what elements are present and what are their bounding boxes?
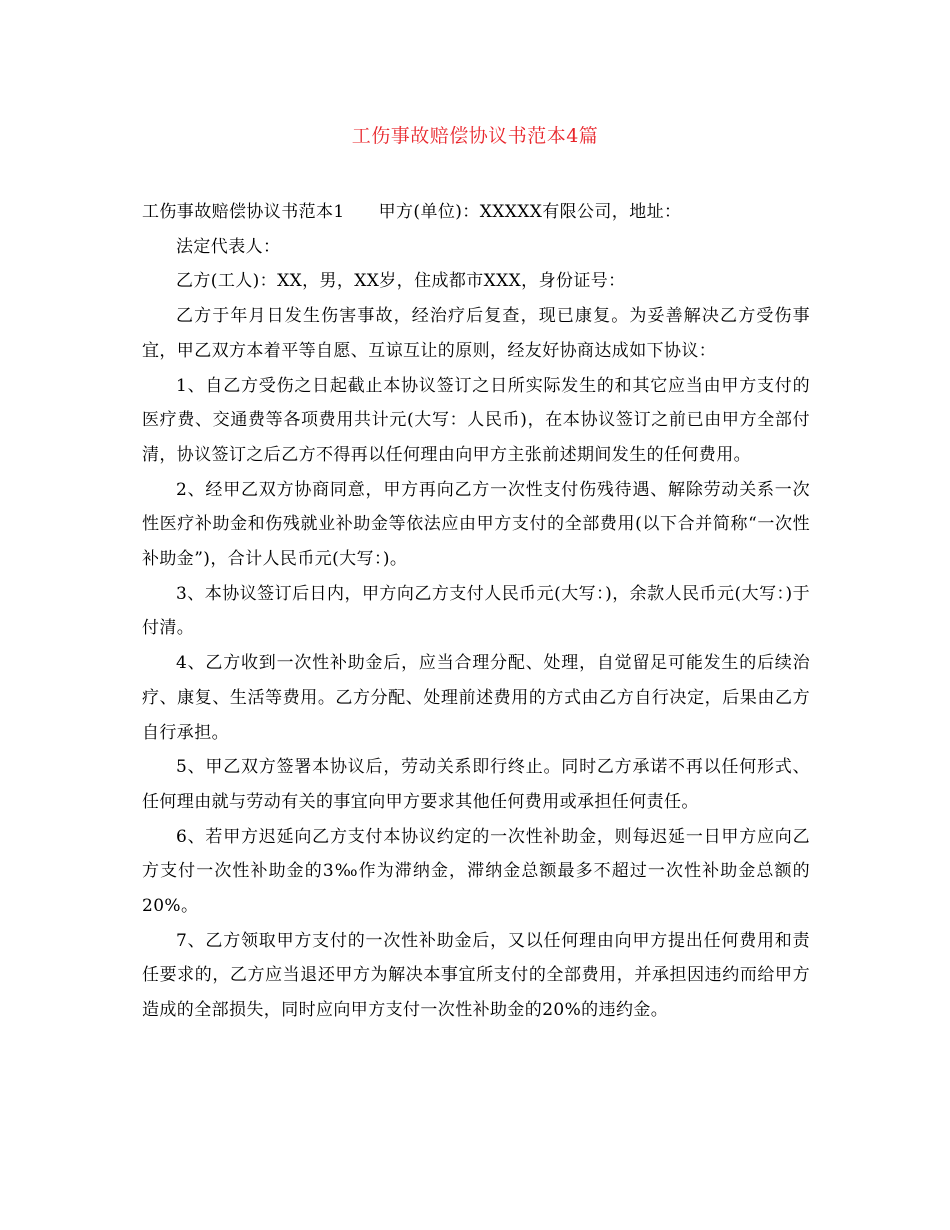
paragraph-clause-6: 6、若甲方迟延向乙方支付本协议约定的一次性补助金，则每迟延一日甲方应向乙方支付一次性补助金的3‰作为滞纳金，滞纳金总额最多不超过一次性补助金总额的20%。 — [142, 826, 810, 917]
paragraph-clause-7: 7、乙方领取甲方支付的一次性补助金后，又以任何理由向甲方提出任何费用和责任要求的，乙方应当退还甲方为解决本事宜所支付的全部费用，并承担因违约而给甲方造成的全部损失，同时应向甲方支付一次性补助金的20%的违约金。 — [142, 930, 810, 1021]
paragraph-preamble: 乙方于年月日发生伤害事故，经治疗后复查，现已康复。为妥善解决乙方受伤事宜，甲乙双方本着平等自愿、互谅互让的原则，经友好协商达成如下协议： — [142, 306, 810, 361]
paragraph-clause-4: 4、乙方收到一次性补助金后，应当合理分配、处理，自觉留足可能发生的后续治疗、康复、生活等费用。乙方分配、处理前述费用的方式由乙方自行决定，后果由乙方自行承担。 — [142, 653, 810, 743]
paragraph-clause-5: 5、甲乙双方签署本协议后，劳动关系即行终止。同时乙方承诺不再以任何形式、任何理由就与劳动有关的事宜向甲方要求其他任何费用或承担任何责任。 — [142, 757, 810, 812]
paragraph-party-b: 乙方(工人)：XX，男，XX岁，住成都市XXX，身份证号： — [176, 271, 626, 292]
paragraph-legal-rep: 法定代表人： — [176, 236, 281, 257]
paragraph-clause-3: 3、本协议签订后日内，甲方向乙方支付人民币元(大写：)，余款人民币元(大写：)于付清。 — [142, 583, 810, 639]
document-body — [142, 195, 810, 1028]
section-heading: 工伤事故赔偿协议书范本1 — [142, 202, 345, 222]
paragraph-clause-1: 1、自乙方受伤之日起截止本协议签订之日所实际发生的和其它应当由甲方支付的医疗费、交通费等各项费用共计元(大写：人民币)，在本协议签订之前已由甲方全部付清，协议签订之后乙方不得再以任何理由向甲方主张前述期间发生的任何费用。 — [142, 375, 810, 465]
document-title: 工伤事故赔偿协议书范本4篇 — [351, 125, 599, 147]
paragraph-opening — [142, 195, 810, 230]
party-a-line: 甲方(单位)：XXXXX有限公司，地址： — [378, 202, 682, 222]
paragraph-clause-2: 2、经甲乙双方协商同意，甲方再向乙方一次性支付伤残待遇、解除劳动关系一次性医疗补助金和伤残就业补助金等依法应由甲方支付的全部费用(以下合并简称“一次性补助金”)，合计人民币元(大写：)。 — [142, 479, 810, 570]
